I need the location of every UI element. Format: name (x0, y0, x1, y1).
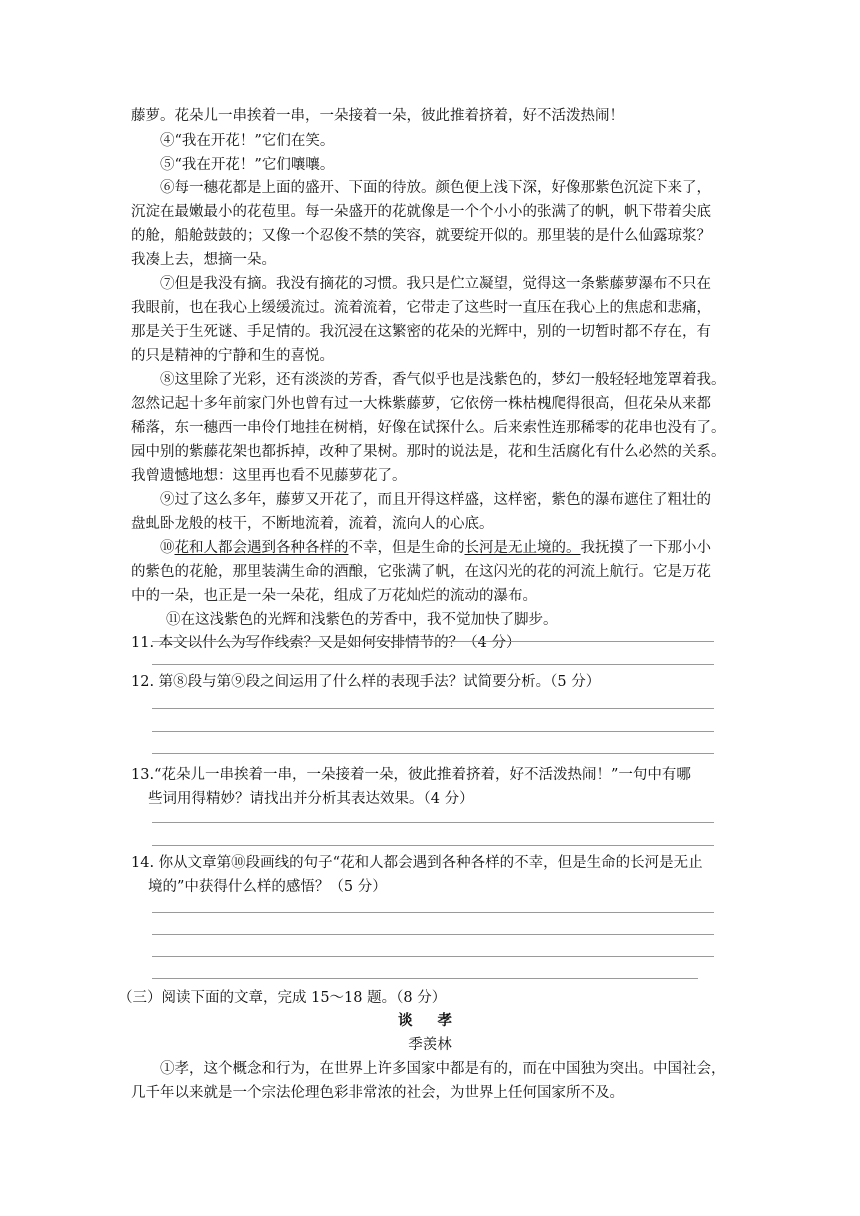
passage-paragraph-10-line: 的紫色的花舱，那里装满生命的酒酿，它张满了帆，在这闪光的花的河流上航行。它是万花 (131, 564, 711, 580)
passage-paragraph-8-line: 忽然记起十多年前家门外也曾有过一大株紫藤萝，它依傍一株枯槐爬得很高，但花朵从来都 (131, 396, 711, 412)
passage-paragraph-7-line: 那是关于生死谜、手足情的。我沉浸在这繁密的花朵的光辉中，别的一切暂时都不存在，有 (131, 324, 711, 340)
answer-line[interactable] (152, 641, 714, 642)
answer-line[interactable] (152, 731, 714, 732)
answer-line[interactable] (152, 708, 714, 709)
passage-paragraph-10-first-line (160, 538, 711, 558)
passage-paragraph-6-line: 沉淀在最嫩最小的花苞里。每一朵盛开的花就像是一个个小小的张满了的帆，帆下带着尖底 (131, 204, 711, 220)
paragraph-10-text: 不幸，但是生命的 (348, 540, 465, 556)
passage-paragraph-8-line: 园中别的紫藤花架也都拆掉，改种了果树。那时的说法是，花和生活腐化有什么必然的关系。 (131, 444, 726, 460)
passage-paragraph-6-line: 我凑上去，想摘一朵。 (131, 252, 276, 268)
question-14-line-2: 境的”中获得什么样的感悟？（5 分） (148, 879, 387, 895)
passage-paragraph-4: ④“我在开花！”它们在笑。 (160, 133, 335, 149)
underlined-sentence-part-1: 花和人都会遇到各种各样的 (174, 540, 349, 556)
answer-line[interactable] (152, 664, 714, 665)
passage-paragraph-7-line: 的只是精神的宁静和生的喜悦。 (131, 348, 334, 364)
answer-line[interactable] (152, 845, 714, 846)
article-title: 谈 孝 (397, 1012, 463, 1029)
passage-paragraph-7-line: 我眼前，也在我心上缓缓流过。流着流着，它带走了这些时一直压在我心上的焦虑和悲痛， (131, 300, 711, 316)
passage-paragraph-6-line: ⑥每一穗花都是上面的盛开、下面的待放。颜色便上浅下深，好像那紫色沉淀下来了， (160, 180, 711, 196)
answer-line[interactable] (152, 822, 714, 823)
question-12: 12. 第⑧段与第⑨段之间运用了什么样的表现手法？试简要分析。（5 分） (131, 674, 601, 690)
question-11: 11. 本文以什么为写作线索？又是如何安排情节的？（4 分） (131, 635, 521, 651)
passage-paragraph-7-line: ⑦但是我没有摘。我没有摘花的习惯。我只是伫立凝望，觉得这一条紫藤萝瀑布不只在 (160, 276, 711, 292)
section-3-intro: （三）阅读下面的文章，完成 15～18 题。（8 分） (118, 990, 447, 1006)
passage-paragraph-9-line: 盘虬卧龙般的枝干，不断地流着，流着，流向人的心底。 (131, 516, 494, 532)
question-14-line-1: 14. 你从文章第⑩段画线的句子“花和人都会遇到各种各样的不幸，但是生命的长河是无止 (131, 855, 703, 871)
article-paragraph-1-line: ①孝，这个概念和行为，在世界上许多国家中都是有的，而在中国独为突出。中国社会， (160, 1061, 726, 1077)
article-paragraph-1-line: 几千年以来就是一个宗法伦理色彩非常浓的社会，为世界上任何国家所不及。 (131, 1085, 624, 1101)
passage-paragraph-6-line: 的舱，船舱鼓鼓的；又像一个忍俊不禁的笑容，就要绽开似的。那里装的是什么仙露琼浆？ (131, 228, 711, 244)
answer-line[interactable] (152, 934, 714, 935)
paragraph-10-text: 我抚摸了一下那小小 (580, 540, 711, 556)
underlined-sentence-part-2: 长河是无止境的。 (464, 540, 581, 556)
passage-paragraph-8-line: 稀落，东一穗西一串伶仃地挂在树梢，好像在试探什么。后来索性连那稀零的花串也没有了。 (131, 420, 726, 436)
question-13-line-2: 些词用得精妙？请找出并分析其表达效果。（4 分） (148, 791, 474, 807)
passage-paragraph-8-line: 我曾遗憾地想：这里再也看不见藤萝花了。 (131, 468, 407, 484)
paragraph-10-number: ⑩ (160, 540, 175, 556)
answer-line[interactable] (152, 912, 714, 913)
article-author: 季羡林 (408, 1037, 452, 1053)
passage-paragraph-11: ⑪在这浅紫色的光辉和浅紫色的芳香中，我不觉加快了脚步。 (166, 612, 558, 628)
answer-line[interactable] (152, 753, 714, 754)
answer-line[interactable] (152, 956, 714, 957)
passage-paragraph-10-line: 中的一朵，也正是一朵一朵花，组成了万花灿烂的流动的瀑布。 (131, 588, 537, 604)
answer-line[interactable] (152, 978, 698, 979)
question-13-line-1: 13.“花朵儿一串挨着一串，一朵接着一朵，彼此推着挤着，好不活泼热闹！”一句中有哪 (131, 767, 691, 783)
passage-paragraph-continuation: 藤萝。花朵儿一串挨着一串，一朵接着一朵，彼此推着挤着，好不活泼热闹！ (131, 108, 624, 124)
passage-paragraph-9-line: ⑨过了这么多年，藤萝又开花了，而且开得这样盛，这样密，紫色的瀑布遮住了粗壮的 (160, 492, 711, 508)
passage-paragraph-5: ⑤“我在开花！”它们嚷嚷。 (160, 157, 335, 173)
passage-paragraph-8-line: ⑧这里除了光彩，还有淡淡的芳香，香气似乎也是浅紫色的，梦幻一般轻轻地笼罩着我。 (160, 372, 726, 388)
